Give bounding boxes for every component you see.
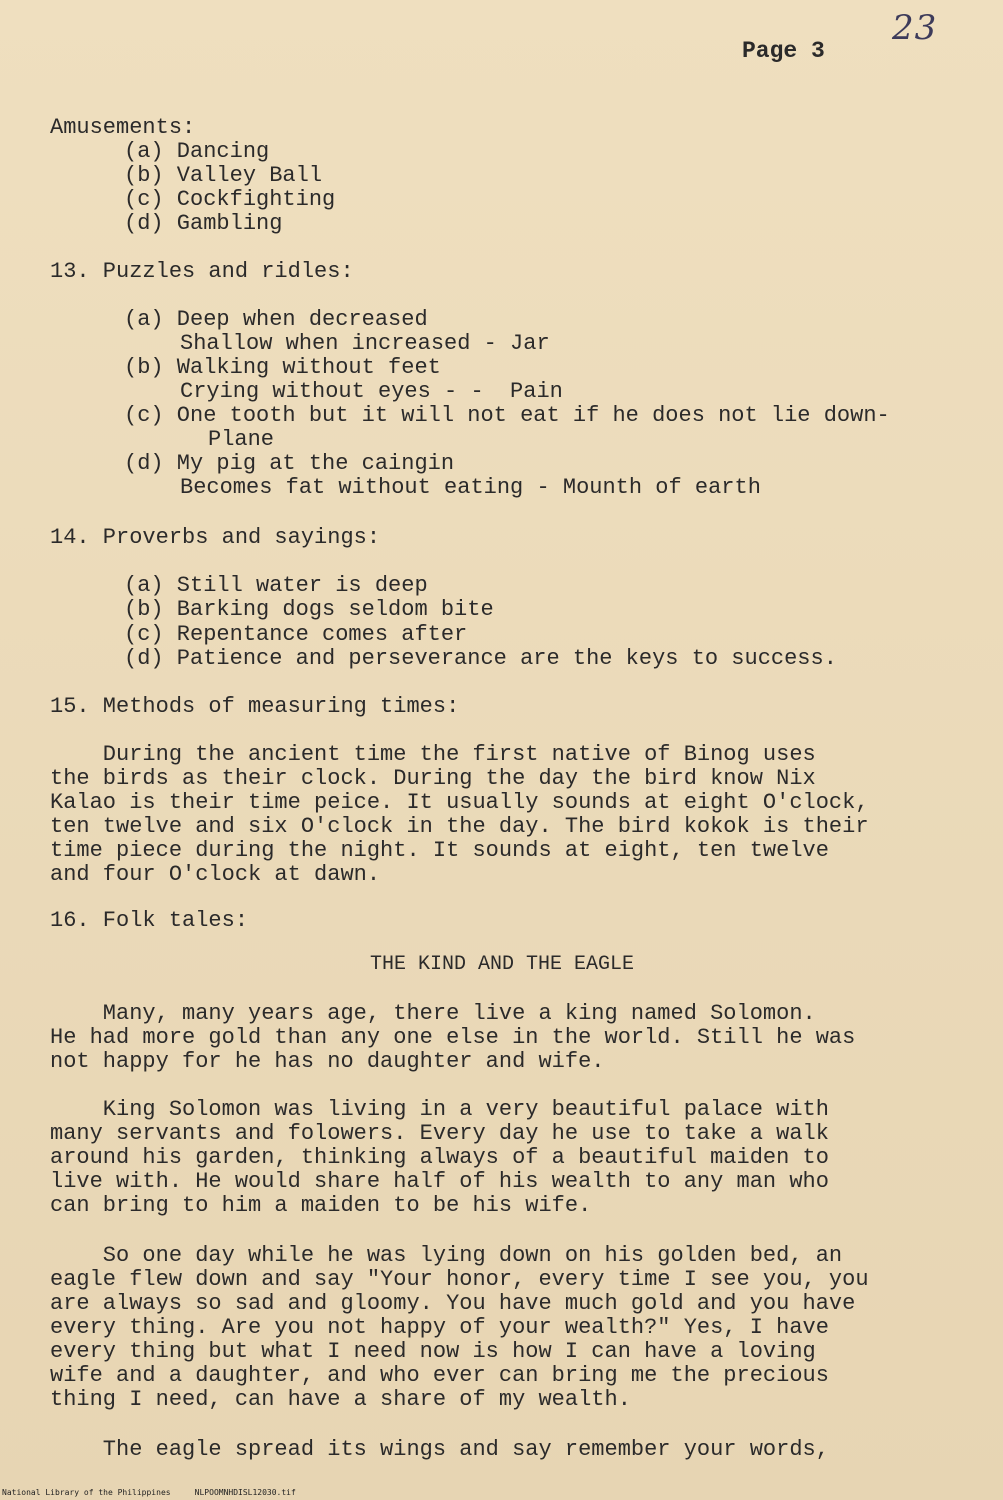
footer-library: National Library of the Philippines — [2, 1488, 171, 1497]
story-line: thing I need, can have a share of my wealth. — [50, 1387, 631, 1412]
proverb-item: (c) Repentance comes after — [124, 622, 468, 647]
story-title: THE KIND AND THE EAGLE — [370, 953, 635, 976]
footer-filename: NLPOOMNHDISL12030.tif — [194, 1488, 296, 1497]
paragraph-line: time piece during the night. It sounds at eight, ten twelve — [50, 838, 829, 863]
section13-heading: 13. Puzzles and ridles: — [50, 259, 354, 284]
paragraph-line: the birds as their clock. During the day the bird know Nix — [50, 766, 816, 791]
story-line: King Solomon was living in a very beautiful palace with — [50, 1097, 829, 1122]
proverb-item: (b) Barking dogs seldom bite — [124, 597, 494, 622]
story-line: not happy for he has no daughter and wife. — [50, 1049, 605, 1074]
story-line: live with. He would share half of his wealth to any man who — [50, 1169, 829, 1194]
scan-footer — [2, 1488, 296, 1497]
story-line: can bring to him a maiden to be his wife. — [50, 1193, 592, 1218]
story-line: every thing but what I need now is how I can have a loving — [50, 1339, 816, 1364]
story-line: The eagle spread its wings and say remember your words, — [50, 1437, 829, 1462]
proverb-item: (a) Still water is deep — [124, 573, 428, 598]
puzzle-line: Plane — [208, 427, 275, 452]
puzzle-line: Becomes fat without eating - Mounth of earth — [180, 475, 761, 500]
story-line: many servants and folowers. Every day he use to take a walk — [50, 1121, 829, 1146]
puzzle-line: Shallow when increased - Jar — [180, 331, 550, 356]
story-line: So one day while he was lying down on his golden bed, an — [50, 1243, 843, 1268]
handwritten-page-number: 23 — [892, 8, 938, 48]
puzzle-line: (d) My pig at the caingin — [124, 451, 455, 476]
puzzle-line: (b) Walking without feet — [124, 355, 441, 380]
story-line: every thing. Are you not happy of your wealth?" Yes, I have — [50, 1315, 829, 1340]
section15-heading: 15. Methods of measuring times: — [50, 694, 460, 719]
paragraph-line: and four O'clock at dawn. — [50, 862, 381, 887]
story-line: around his garden, thinking always of a beautiful maiden to — [50, 1145, 829, 1170]
section14-heading: 14. Proverbs and sayings: — [50, 525, 381, 550]
proverb-item: (d) Patience and perseverance are the keys to success. — [124, 646, 837, 671]
story-line: He had more gold than any one else in the world. Still he was — [50, 1025, 856, 1050]
amusements-item: (d) Gambling — [124, 211, 283, 236]
puzzle-line: Crying without eyes - - Pain — [180, 379, 563, 404]
section16-heading: 16. Folk tales: — [50, 908, 249, 933]
amusements-heading: Amusements: — [50, 115, 196, 140]
amusements-item: (a) Dancing — [124, 139, 270, 164]
story-line: Many, many years age, there live a king named Solomon. — [50, 1001, 816, 1026]
story-line: are always so sad and gloomy. You have much gold and you have — [50, 1291, 856, 1316]
page-label: Page 3 — [742, 38, 825, 64]
story-line: eagle flew down and say "Your honor, every time I see you, you — [50, 1267, 869, 1292]
story-line: wife and a daughter, and who ever can bring me the precious — [50, 1363, 829, 1388]
paragraph-line: ten twelve and six O'clock in the day. The bird kokok is their — [50, 814, 869, 839]
puzzle-line: (a) Deep when decreased — [124, 307, 428, 332]
amusements-item: (b) Valley Ball — [124, 163, 323, 188]
paragraph-line: During the ancient time the first native of Binog uses — [50, 742, 816, 767]
amusements-item: (c) Cockfighting — [124, 187, 336, 212]
puzzle-line: (c) One tooth but it will not eat if he does not lie down- — [124, 403, 890, 428]
paragraph-line: Kalao is their time peice. It usually sounds at eight O'clock, — [50, 790, 869, 815]
